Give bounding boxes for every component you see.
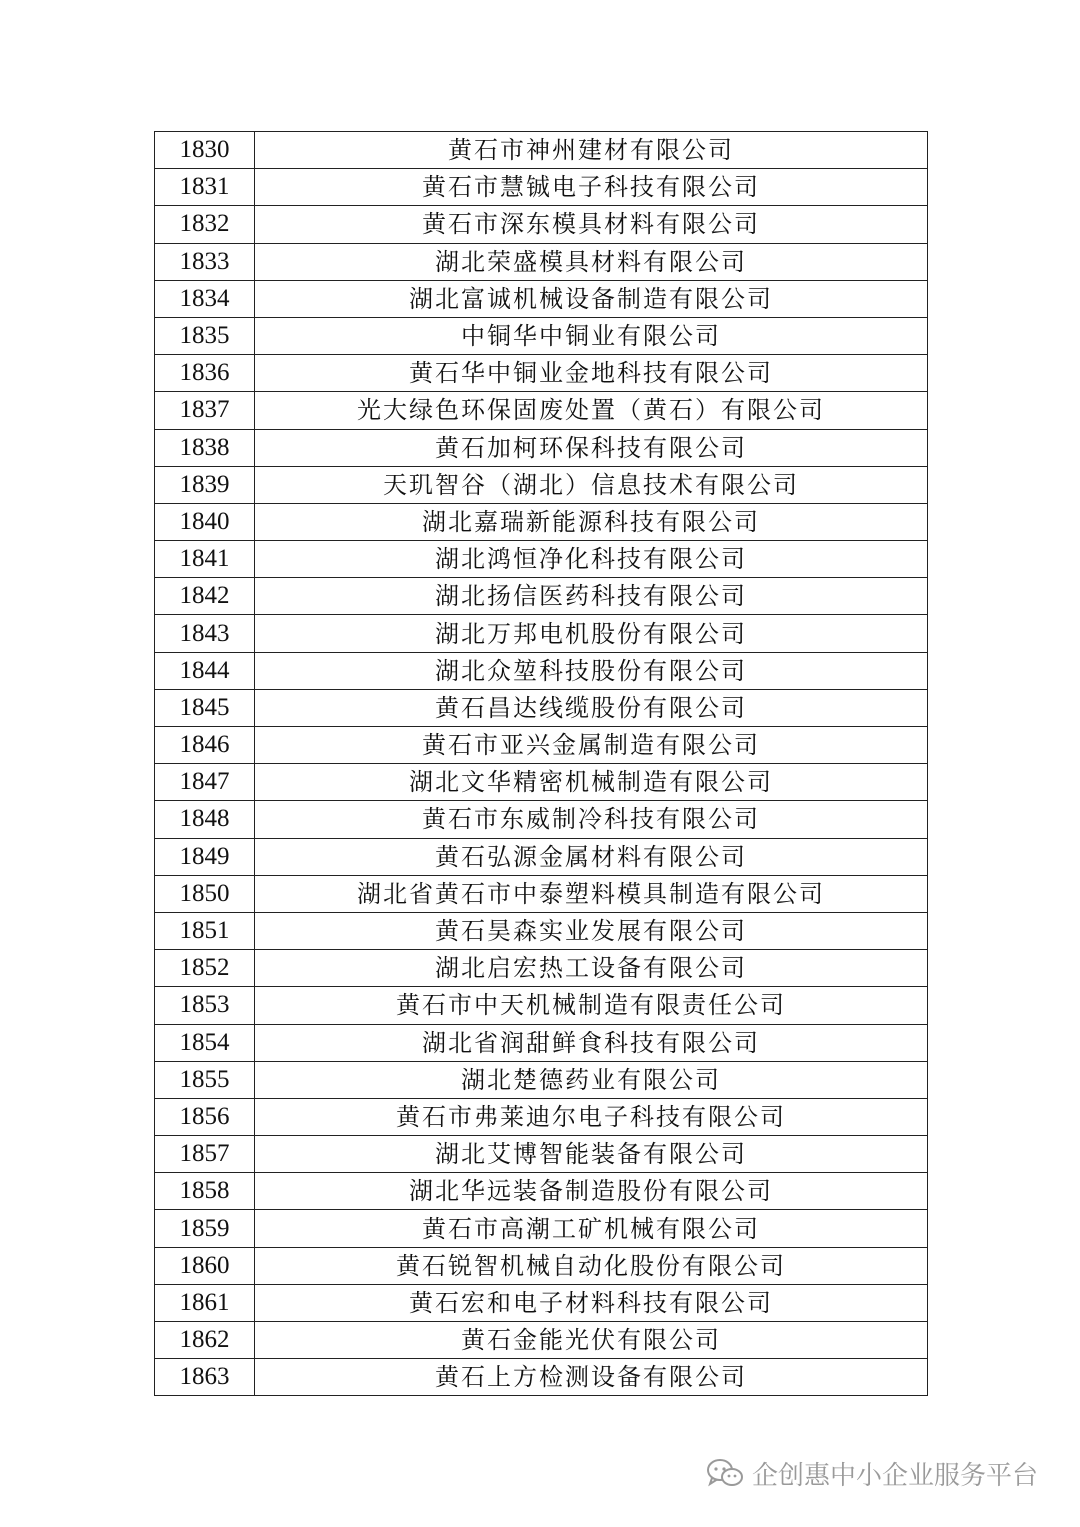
company-name: 黄石金能光伏有限公司	[255, 1322, 928, 1359]
company-name: 黄石锐智机械自动化股份有限公司	[255, 1247, 928, 1284]
row-number: 1845	[155, 689, 255, 726]
company-name: 天玑智谷（湖北）信息技术有限公司	[255, 466, 928, 503]
company-name: 湖北华远装备制造股份有限公司	[255, 1173, 928, 1210]
table-row	[155, 912, 928, 949]
table-row	[155, 875, 928, 912]
company-name: 湖北众堃科技股份有限公司	[255, 652, 928, 689]
row-number: 1846	[155, 727, 255, 764]
company-name: 黄石市中天机械制造有限责任公司	[255, 987, 928, 1024]
row-number: 1833	[155, 243, 255, 280]
row-number: 1859	[155, 1210, 255, 1247]
row-number: 1848	[155, 801, 255, 838]
company-name: 黄石昊森实业发展有限公司	[255, 912, 928, 949]
row-number: 1856	[155, 1098, 255, 1135]
table-row	[155, 1210, 928, 1247]
company-name: 湖北富诚机械设备制造有限公司	[255, 280, 928, 317]
company-name: 黄石市慧铖电子科技有限公司	[255, 169, 928, 206]
company-name: 黄石华中铜业金地科技有限公司	[255, 355, 928, 392]
row-number: 1852	[155, 950, 255, 987]
table-row	[155, 578, 928, 615]
company-name: 中铜华中铜业有限公司	[255, 317, 928, 354]
table-row	[155, 1061, 928, 1098]
table-row	[155, 1359, 928, 1396]
table-row	[155, 169, 928, 206]
table-row	[155, 1173, 928, 1210]
company-name: 黄石昌达线缆股份有限公司	[255, 689, 928, 726]
company-name: 湖北荣盛模具材料有限公司	[255, 243, 928, 280]
table-row	[155, 689, 928, 726]
table-row	[155, 132, 928, 169]
watermark	[706, 1453, 1038, 1493]
row-number: 1863	[155, 1359, 255, 1396]
company-name: 湖北万邦电机股份有限公司	[255, 615, 928, 652]
row-number: 1843	[155, 615, 255, 652]
table-row	[155, 764, 928, 801]
wechat-icon	[706, 1458, 744, 1488]
row-number: 1836	[155, 355, 255, 392]
company-name: 湖北省润甜鲜食科技有限公司	[255, 1024, 928, 1061]
company-name: 黄石市东威制冷科技有限公司	[255, 801, 928, 838]
row-number: 1855	[155, 1061, 255, 1098]
table-row	[155, 987, 928, 1024]
table-row	[155, 243, 928, 280]
row-number: 1842	[155, 578, 255, 615]
row-number: 1862	[155, 1322, 255, 1359]
row-number: 1831	[155, 169, 255, 206]
table-row	[155, 355, 928, 392]
company-name: 黄石弘源金属材料有限公司	[255, 838, 928, 875]
table-row	[155, 206, 928, 243]
company-name: 湖北楚德药业有限公司	[255, 1061, 928, 1098]
row-number: 1860	[155, 1247, 255, 1284]
table-row	[155, 615, 928, 652]
company-name: 湖北鸿恒净化科技有限公司	[255, 541, 928, 578]
table-row	[155, 317, 928, 354]
company-name: 光大绿色环保固废处置（黄石）有限公司	[255, 392, 928, 429]
table-row	[155, 1247, 928, 1284]
table-row	[155, 1322, 928, 1359]
table-row	[155, 1098, 928, 1135]
company-name: 黄石市深东模具材料有限公司	[255, 206, 928, 243]
table-row	[155, 1024, 928, 1061]
row-number: 1851	[155, 912, 255, 949]
row-number: 1844	[155, 652, 255, 689]
table-row	[155, 838, 928, 875]
table-row	[155, 950, 928, 987]
company-name: 湖北扬信医药科技有限公司	[255, 578, 928, 615]
row-number: 1850	[155, 875, 255, 912]
company-name: 湖北艾博智能装备有限公司	[255, 1136, 928, 1173]
table-row	[155, 280, 928, 317]
company-name: 黄石市高潮工矿机械有限公司	[255, 1210, 928, 1247]
row-number: 1857	[155, 1136, 255, 1173]
company-list-table	[154, 131, 928, 1396]
row-number: 1835	[155, 317, 255, 354]
table-row	[155, 652, 928, 689]
table-row	[155, 466, 928, 503]
table-row	[155, 503, 928, 540]
company-name: 湖北嘉瑞新能源科技有限公司	[255, 503, 928, 540]
row-number: 1861	[155, 1284, 255, 1321]
table-row	[155, 392, 928, 429]
row-number: 1840	[155, 503, 255, 540]
table-row	[155, 727, 928, 764]
row-number: 1858	[155, 1173, 255, 1210]
company-name: 湖北省黄石市中泰塑料模具制造有限公司	[255, 875, 928, 912]
row-number: 1854	[155, 1024, 255, 1061]
row-number: 1830	[155, 132, 255, 169]
row-number: 1839	[155, 466, 255, 503]
table-row	[155, 1136, 928, 1173]
row-number: 1847	[155, 764, 255, 801]
company-name: 黄石上方检测设备有限公司	[255, 1359, 928, 1396]
row-number: 1853	[155, 987, 255, 1024]
row-number: 1832	[155, 206, 255, 243]
table-row	[155, 429, 928, 466]
table-row	[155, 1284, 928, 1321]
company-name: 黄石市弗莱迪尔电子科技有限公司	[255, 1098, 928, 1135]
company-name: 湖北文华精密机械制造有限公司	[255, 764, 928, 801]
row-number: 1841	[155, 541, 255, 578]
table-body	[155, 132, 928, 1396]
row-number: 1837	[155, 392, 255, 429]
company-name: 黄石加柯环保科技有限公司	[255, 429, 928, 466]
row-number: 1849	[155, 838, 255, 875]
watermark-text: 企创惠中小企业服务平台	[752, 1460, 1039, 1491]
company-name: 湖北启宏热工设备有限公司	[255, 950, 928, 987]
table-row	[155, 541, 928, 578]
table-row	[155, 801, 928, 838]
company-name: 黄石市神州建材有限公司	[255, 132, 928, 169]
row-number: 1834	[155, 280, 255, 317]
company-name: 黄石市亚兴金属制造有限公司	[255, 727, 928, 764]
company-name: 黄石宏和电子材料科技有限公司	[255, 1284, 928, 1321]
row-number: 1838	[155, 429, 255, 466]
